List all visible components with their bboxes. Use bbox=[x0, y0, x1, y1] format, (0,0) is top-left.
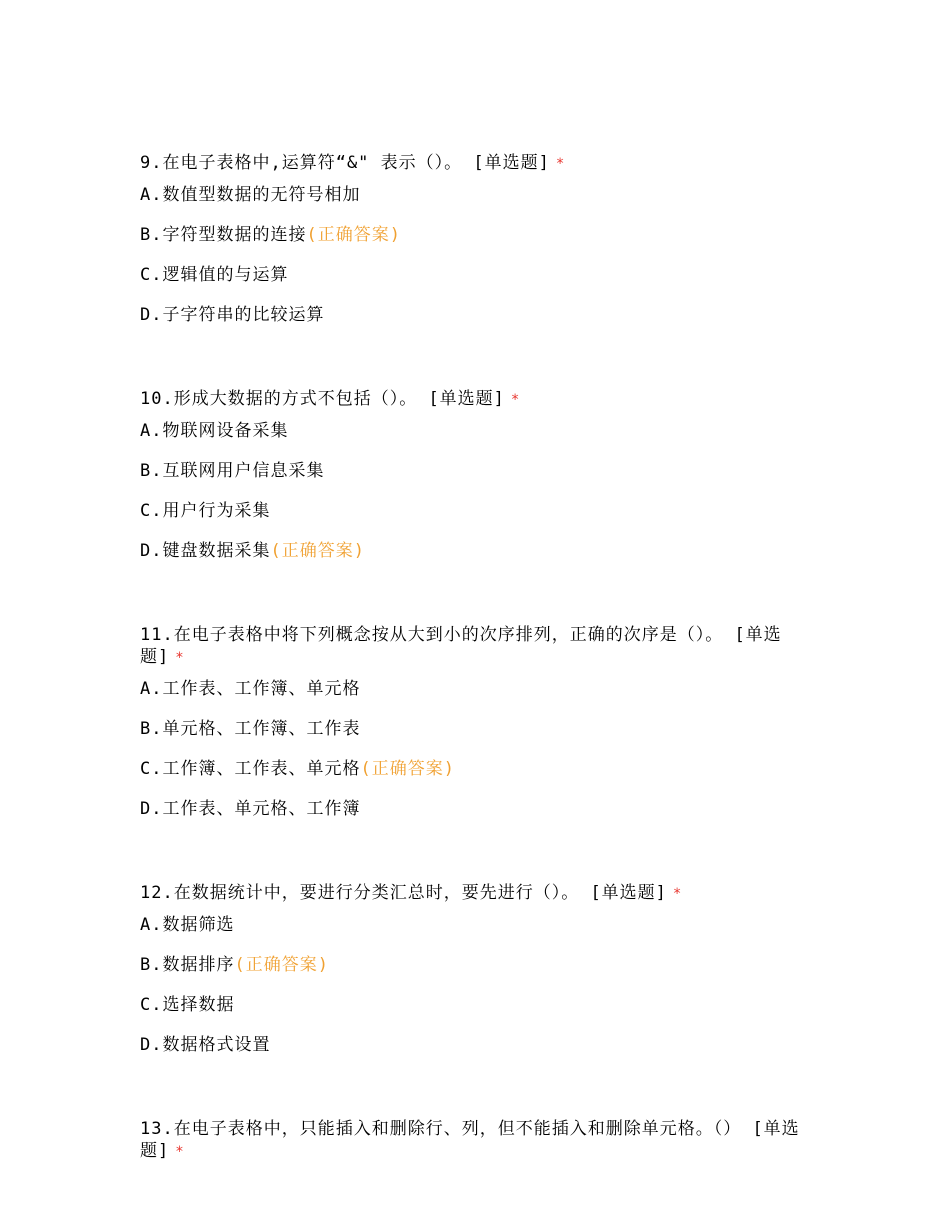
option-a[interactable]: A.数据筛选 bbox=[140, 915, 235, 935]
option-a[interactable]: A.工作表、工作簿、单元格 bbox=[140, 679, 361, 699]
correct-answer-mark: (正确答案) bbox=[234, 955, 329, 975]
option-b[interactable]: B.单元格、工作簿、工作表 bbox=[140, 719, 361, 739]
question-spacer bbox=[140, 580, 810, 624]
required-star: * bbox=[510, 392, 521, 408]
question-10 bbox=[140, 388, 810, 562]
question-title: 11.在电子表格中将下列概念按从大到小的次序排列，正确的次序是（）。 [单选题] * bbox=[140, 625, 782, 667]
option-c[interactable]: C.选择数据 bbox=[140, 995, 235, 1015]
correct-answer-mark: (正确答案) bbox=[306, 225, 401, 245]
required-star: * bbox=[555, 156, 566, 172]
required-star: * bbox=[175, 1144, 185, 1160]
question-12 bbox=[140, 882, 810, 1056]
option-c[interactable]: C.工作簿、工作表、单元格(正确答案) bbox=[140, 759, 455, 779]
question-title: 13.在电子表格中，只能插入和删除行、列，但不能插入和删除单元格。（） [单选题] * bbox=[140, 1119, 800, 1161]
question-title: 9.在电子表格中,运算符“&" 表示（）。 [单选题] * bbox=[140, 153, 566, 173]
option-d[interactable]: D.子字符串的比较运算 bbox=[140, 305, 325, 325]
question-spacer bbox=[140, 1074, 810, 1118]
correct-answer-mark: (正确答案) bbox=[270, 541, 365, 561]
option-b[interactable]: B.互联网用户信息采集 bbox=[140, 461, 325, 481]
question-spacer bbox=[140, 344, 810, 388]
option-b[interactable]: B.数据排序(正确答案) bbox=[140, 955, 329, 975]
quiz-page bbox=[140, 152, 810, 1172]
question-9 bbox=[140, 152, 810, 326]
question-11 bbox=[140, 624, 810, 820]
required-star: * bbox=[175, 650, 185, 666]
question-title: 10.形成大数据的方式不包括（）。 [单选题] * bbox=[140, 389, 521, 409]
option-c[interactable]: C.用户行为采集 bbox=[140, 501, 271, 521]
question-title: 12.在数据统计中，要进行分类汇总时，要先进行（）。 [单选题] * bbox=[140, 883, 683, 903]
option-d[interactable]: D.数据格式设置 bbox=[140, 1035, 271, 1055]
option-a[interactable]: A.物联网设备采集 bbox=[140, 421, 289, 441]
question-13 bbox=[140, 1118, 810, 1163]
option-d[interactable]: D.键盘数据采集(正确答案) bbox=[140, 541, 365, 561]
option-b[interactable]: B.字符型数据的连接(正确答案) bbox=[140, 225, 401, 245]
option-c[interactable]: C.逻辑值的与运算 bbox=[140, 265, 289, 285]
option-d[interactable]: D.工作表、单元格、工作簿 bbox=[140, 799, 361, 819]
required-star: * bbox=[672, 886, 683, 902]
question-spacer bbox=[140, 838, 810, 882]
option-a[interactable]: A.数值型数据的无符号相加 bbox=[140, 185, 361, 205]
correct-answer-mark: (正确答案) bbox=[360, 759, 455, 779]
